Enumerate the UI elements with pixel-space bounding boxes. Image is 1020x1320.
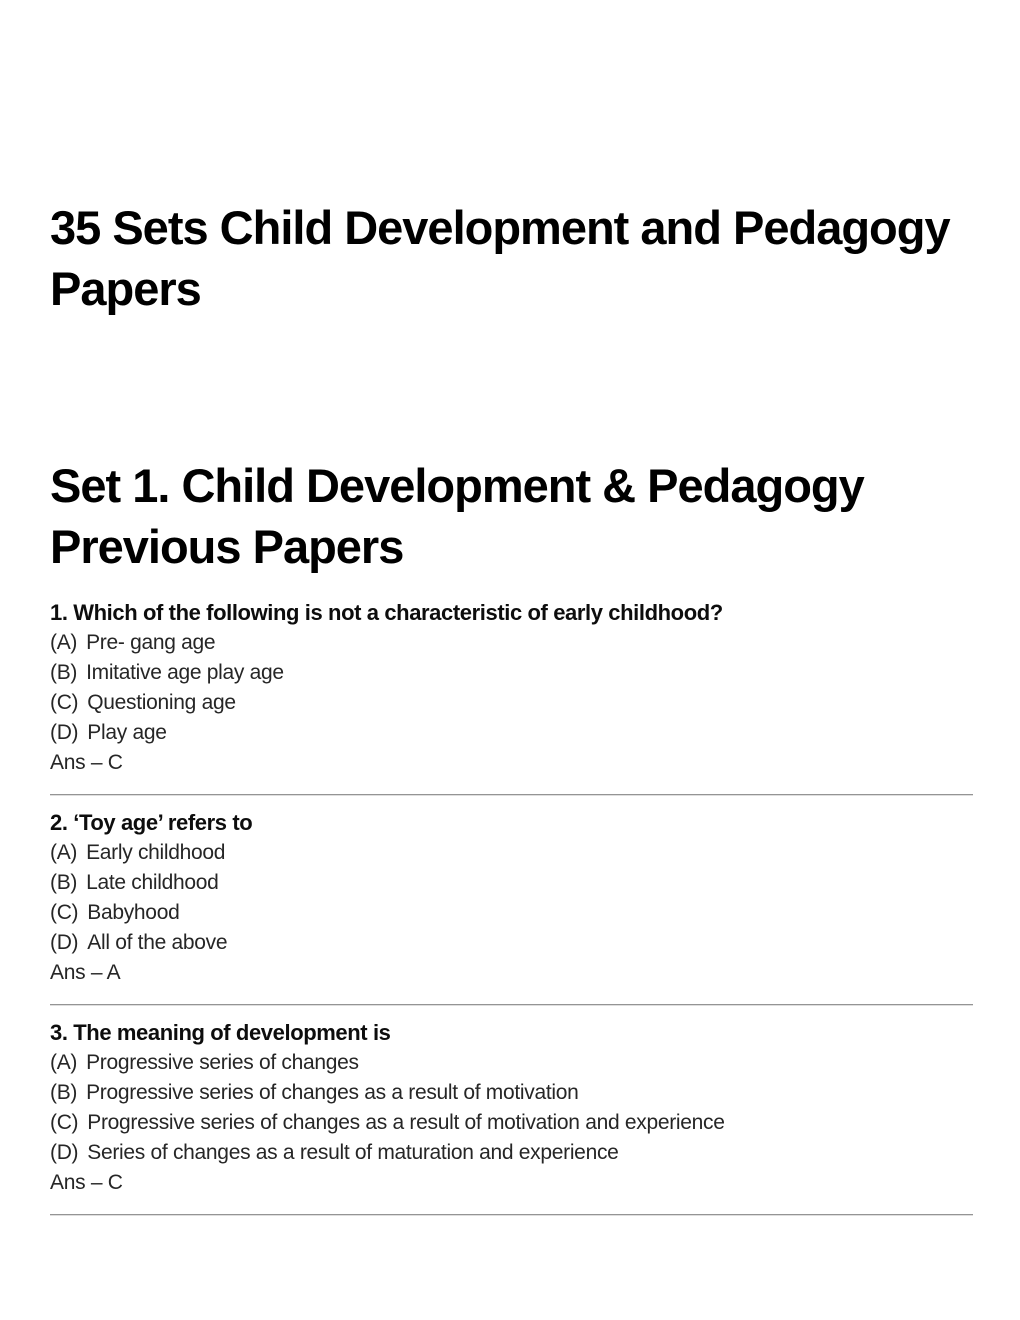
option-text: Progressive series of changes as a result of motivation and experience (87, 1111, 725, 1134)
answer-line: Ans – C (50, 1171, 123, 1194)
option-text: Progressive series of changes as a result of motivation (86, 1081, 579, 1104)
answer-line: Ans – A (50, 961, 121, 984)
question-block-1 (50, 598, 973, 778)
option-text: Babyhood (87, 901, 180, 924)
option-letter: (D) (50, 721, 79, 744)
option-row (50, 628, 973, 658)
question-block-3 (50, 1018, 973, 1198)
option-row (50, 928, 973, 958)
option-row (50, 1138, 973, 1168)
option-letter: (C) (50, 901, 79, 924)
option-letter: (D) (50, 931, 79, 954)
option-text: All of the above (87, 931, 228, 954)
option-row (50, 868, 973, 898)
option-letter: (C) (50, 1111, 79, 1134)
option-row (50, 688, 973, 718)
question-block-2 (50, 808, 973, 988)
answer-line: Ans – C (50, 751, 123, 774)
option-text: Early childhood (86, 841, 226, 864)
option-text: Series of changes as a result of maturation and experience (87, 1141, 619, 1164)
option-text: Questioning age (87, 691, 236, 714)
option-letter: (D) (50, 1141, 79, 1164)
option-row (50, 658, 973, 688)
document-title: 35 Sets Child Development and Pedagogy Papers (50, 201, 950, 315)
question-heading: 1. Which of the following is not a characteristic of early childhood? (50, 600, 723, 625)
option-row (50, 898, 973, 928)
question-divider (50, 1214, 973, 1216)
option-letter: (C) (50, 691, 79, 714)
option-letter: (A) (50, 841, 78, 864)
set-heading: Set 1. Child Development & Pedagogy Previous Papers (50, 459, 864, 573)
option-letter: (B) (50, 1081, 78, 1104)
option-text: Play age (87, 721, 167, 744)
option-row (50, 1078, 973, 1108)
question-divider (50, 794, 973, 796)
option-text: Late childhood (86, 871, 219, 894)
question-heading: 2. ‘Toy age’ refers to (50, 810, 253, 835)
question-heading: 3. The meaning of development is (50, 1020, 391, 1045)
option-text: Progressive series of changes (86, 1051, 359, 1074)
option-letter: (B) (50, 871, 78, 894)
option-text: Pre- gang age (86, 631, 216, 654)
option-text: Imitative age play age (86, 661, 284, 684)
option-letter: (A) (50, 631, 78, 654)
question-divider (50, 1004, 973, 1006)
option-letter: (A) (50, 1051, 78, 1074)
option-row (50, 1108, 973, 1138)
option-row (50, 718, 973, 748)
option-row (50, 1048, 973, 1078)
option-row (50, 838, 973, 868)
option-letter: (B) (50, 661, 78, 684)
